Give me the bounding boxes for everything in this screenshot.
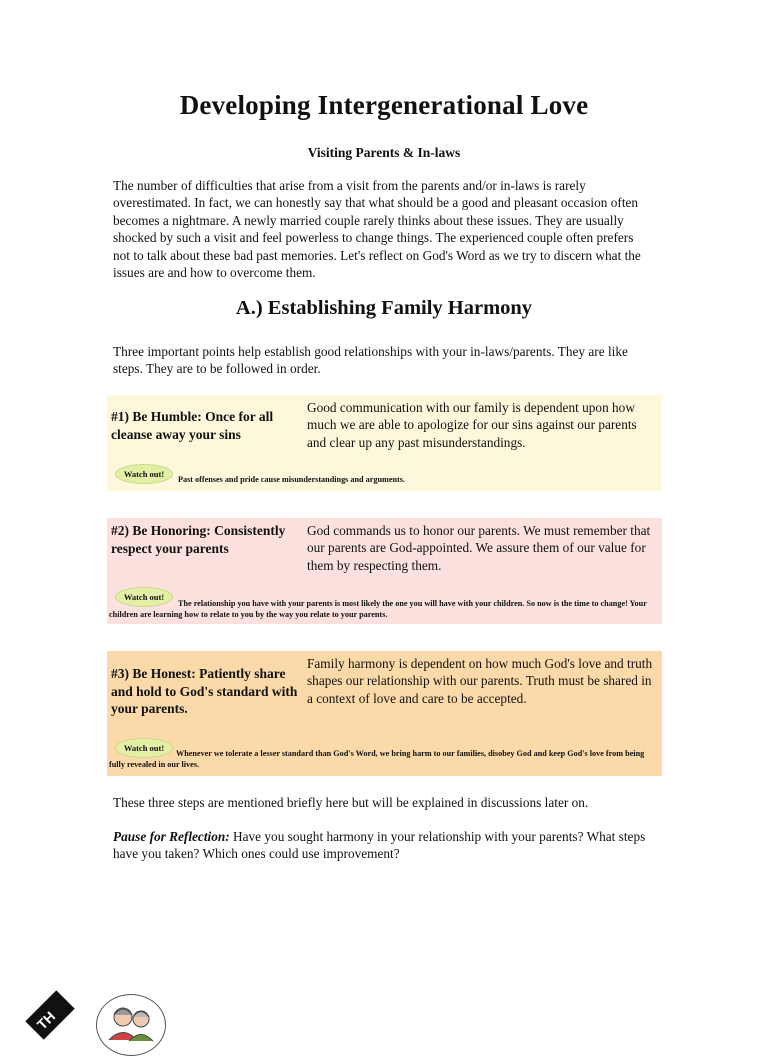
step-box-1 — [107, 395, 662, 491]
lead-paragraph: Three important points help establish good relationships with your in-laws/parents. They are like steps. They are to be followed in order. — [113, 344, 628, 377]
reflection-paragraph — [113, 828, 653, 863]
step-box-3 — [107, 651, 662, 776]
page-title: Developing Intergenerational Love — [179, 90, 589, 120]
section-heading: A.) Establishing Family Harmony — [235, 297, 533, 319]
step-box-2 — [107, 518, 662, 624]
step-1-description: Good communication with our family is dependent upon how much we are able to apologize for our sins against our parents and clear up any past misunderstandings. — [307, 400, 637, 450]
step-3-title: #3) Be Honest: Patiently share and hold to God's standard with your parents. — [111, 666, 298, 716]
step-2-warning: The relationship you have with your parents is most likely the one you will have with your children. So now is the time to change! Your children are learning how to relate to you by the way you relate to your parents. — [109, 599, 647, 619]
intro-paragraph: The number of difficulties that arise from a visit from the parents and/or in-laws is rarely overestimated. In fact, we can honestly say that what should be a good and pleasant occasion often becomes a nightmare. A newly married couple rarely thinks about these issues. They are usually shocked by such a visit and feel powerless to change things. The experienced couple often prefers not to talk about these bad past memories. Let's reflect on God's Word as we try to discern what the issues are and how to overcome them. — [113, 178, 641, 281]
step-1-warning: Past offenses and pride cause misunderstandings and arguments. — [178, 475, 406, 484]
watch-out-badge: Watch out! — [115, 587, 173, 607]
step-3-description: Family harmony is dependent on how much God's love and truth shapes our relationship with our parents. Truth must be shared in a context of love and care to be accepted. — [307, 656, 653, 706]
page-subtitle: Visiting Parents & In-laws — [307, 145, 461, 160]
closing-paragraph: These three steps are mentioned briefly here but will be explained in discussions later on. — [113, 795, 589, 810]
corner-badge-icon — [24, 989, 76, 1041]
step-1-title: #1) Be Humble: Once for all cleanse away your sins — [111, 409, 274, 442]
step-2-title: #2) Be Honoring: Consistently respect your parents — [111, 523, 286, 556]
step-3-warning: Whenever we tolerate a lesser standard than God's Word, we bring harm to our families, disobey God and keep God's love from being fully revealed in our lives. — [109, 749, 645, 769]
reflection-label: Pause for Reflection: — [113, 829, 230, 844]
corner-badge-text: TH — [33, 1008, 59, 1033]
step-2-description: God commands us to honor our parents. We must remember that our parents are God-appointed. We assure them of our value for them by respecting them. — [307, 523, 651, 573]
reflection-text: Have you sought harmony in your relationship with your parents? What steps have you taken? Which ones could use improvement? — [113, 829, 646, 862]
family-illustration-icon — [96, 994, 166, 1056]
watch-out-badge: Watch out! — [115, 464, 173, 484]
watch-out-badge: Watch out! — [115, 738, 173, 758]
